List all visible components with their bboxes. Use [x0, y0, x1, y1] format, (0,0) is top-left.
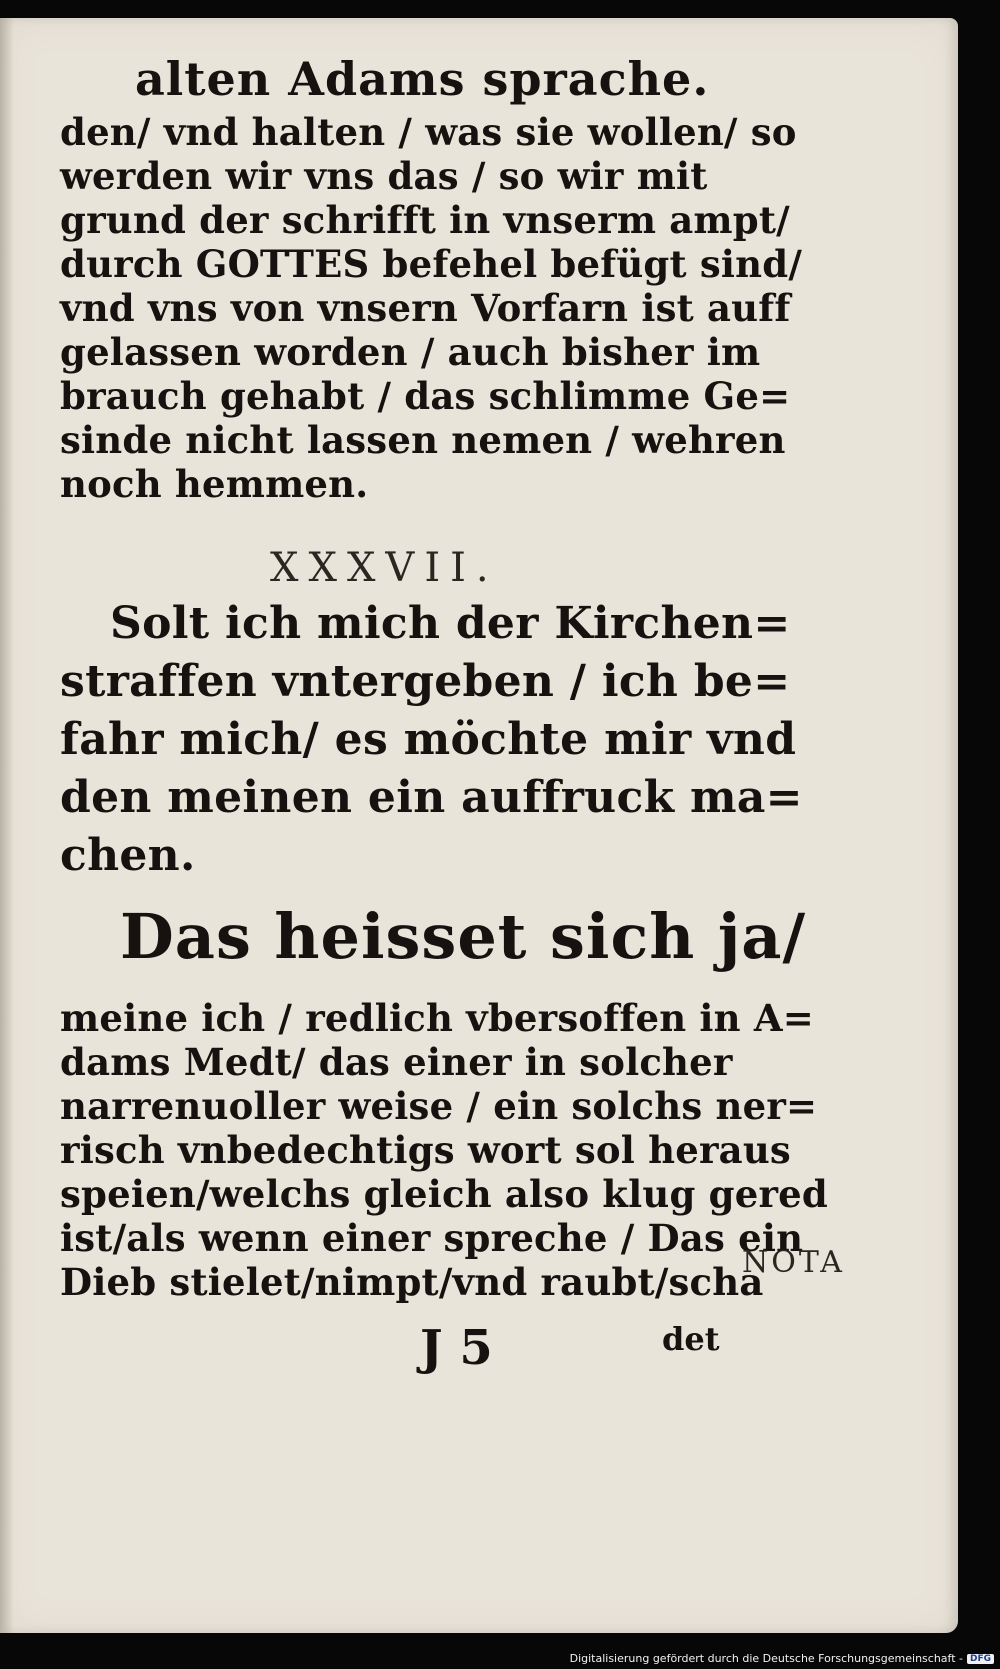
paragraph1-line: gelassen worden / auch bisher im: [60, 330, 761, 374]
question-heading-line: straffen vntergeben / ich be=: [60, 656, 791, 707]
paragraph2-line: narrenuoller weise / ein solchs ner=: [60, 1084, 818, 1128]
question-heading-line: fahr mich/ es möchte mir vnd: [60, 714, 797, 765]
dfg-logo: DFG: [967, 1654, 994, 1664]
digitization-credit: [570, 1652, 994, 1665]
paragraph2-line: meine ich / redlich vbersoffen in A=: [60, 996, 814, 1040]
initial-line: Das heisset sich ja/: [120, 900, 807, 973]
paragraph2-line: ist/als wenn einer spreche / Das ein: [60, 1216, 804, 1260]
paragraph2-line: risch vnbedechtigs wort sol heraus: [60, 1128, 791, 1172]
paragraph1-line: brauch gehabt / das schlimme Ge=: [60, 374, 791, 418]
paragraph2-line: Dieb stielet/nimpt/vnd raubt/scha: [60, 1260, 764, 1304]
paragraph2-line: dams Medt/ das einer in solcher: [60, 1040, 733, 1084]
paragraph2-line: speien/welchs gleich also klug gered: [60, 1172, 828, 1216]
page-gutter-shadow: [0, 18, 14, 1633]
question-heading-line: Solt ich mich der Kirchen=: [110, 598, 791, 649]
chapter-numeral: XXXVII.: [270, 545, 499, 591]
paragraph1-line: noch hemmen.: [60, 462, 369, 506]
paragraph1-line: durch GOTTES befehel befügt sind/: [60, 242, 803, 286]
credit-text: Digitalisierung gefördert durch die Deutsche Forschungsgemeinschaft -: [569, 1652, 963, 1665]
margin-note: NOTA: [742, 1245, 845, 1280]
question-heading-line: den meinen ein auffruck ma=: [60, 772, 803, 823]
paragraph1-line: vnd vns von vnsern Vorfarn ist auff: [60, 286, 791, 330]
paragraph1-line: sinde nicht lassen nemen / wehren: [60, 418, 786, 462]
question-heading-line: chen.: [60, 830, 196, 881]
catchword: det: [662, 1320, 720, 1358]
paragraph1-line: den/ vnd halten / was sie wollen/ so: [60, 110, 797, 154]
paragraph1-line: grund der schrifft in vnserm ampt/: [60, 198, 790, 242]
paragraph1-line: werden wir vns das / so wir mit: [60, 154, 708, 198]
signature-mark: J 5: [420, 1320, 493, 1376]
running-header: alten Adams sprache.: [135, 52, 710, 106]
